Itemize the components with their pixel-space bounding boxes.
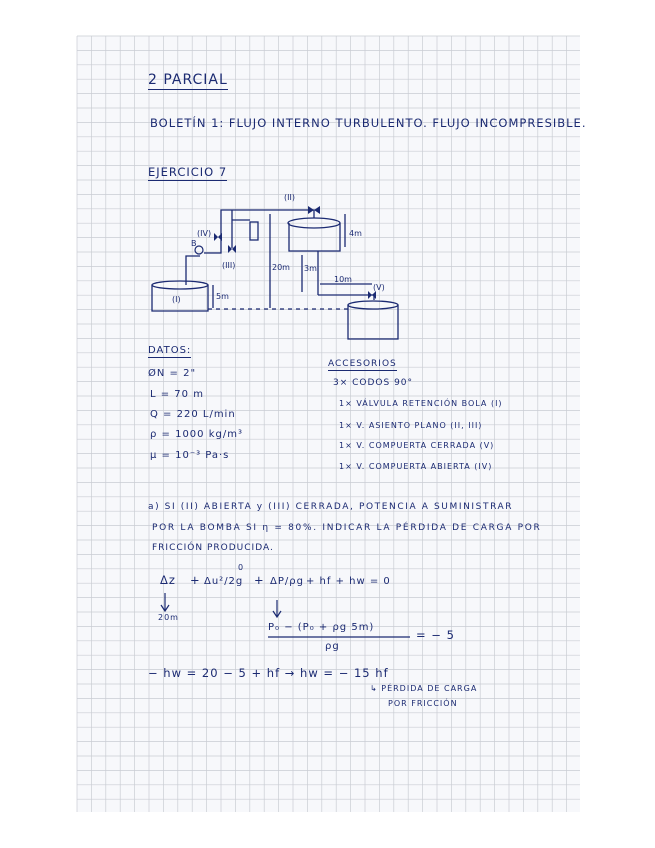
eq2-result: = − 5 — [416, 628, 455, 642]
question-line: FRICCIÓN PRODUCIDA. — [152, 543, 274, 553]
label-valve-ii: (II) — [284, 193, 295, 202]
datos-item: ØN = 2" — [148, 368, 197, 379]
label-dim-4m: 4m — [349, 229, 362, 238]
eq1-kinetic-term: Δu²/2g — [204, 576, 244, 587]
label-dim-20m: 20m — [272, 263, 290, 272]
label-pump: B — [191, 239, 197, 248]
eq1-kinetic-zero: 0 — [238, 563, 245, 572]
datos-item: ρ = 1000 kg/m³ — [150, 429, 243, 440]
dz-value: 20m — [158, 613, 179, 622]
eq2-numerator: P₀ − (P₀ + ρg 5m) — [268, 622, 375, 633]
boletin-header: BOLETÍN 1: FLUJO INTERNO TURBULENTO. FLUJO INCOMPRESIBLE. — [150, 116, 587, 130]
label-dim-5m: 5m — [216, 292, 229, 301]
eq1-plus-2: + — [254, 573, 265, 587]
eq1-plus-1: + — [190, 573, 201, 587]
eq3: − hw = 20 − 5 + hf → hw = − 15 hf — [148, 666, 389, 680]
label-valve-v: (V) — [373, 283, 385, 292]
accesorio-item: 3× CODOS 90° — [333, 378, 414, 388]
accesorio-item: 1× V. COMPUERTA CERRADA (V) — [339, 441, 495, 450]
eq1-pressure-term: ΔP/ρg — [270, 576, 304, 587]
accesorios-heading: ACCESORIOS — [328, 359, 397, 369]
eq2-denominator: ρg — [325, 641, 340, 652]
accesorio-item: 1× V. COMPUERTA ABIERTA (IV) — [339, 462, 493, 471]
accesorio-item: 1× VÁLVULA RETENCIÓN BOLA (I) — [339, 399, 503, 408]
label-valve-iii: (III) — [222, 261, 236, 270]
accesorio-item: 1× V. ASIENTO PLANO (II, III) — [339, 421, 483, 430]
label-dim-10m: 10m — [334, 275, 352, 284]
question-line: POR LA BOMBA SI η = 80%. INDICAR LA PÉRDIDA DE CARGA POR — [152, 523, 542, 533]
datos-heading: DATOS: — [148, 345, 192, 356]
question-line: a) SI (II) ABIERTA y (III) CERRADA, POTENCIA A SUMINISTRAR — [148, 502, 514, 512]
page-title: 2 PARCIAL — [148, 72, 228, 88]
eq1-dz: Δz — [160, 573, 176, 587]
datos-item: Q = 220 L/min — [150, 409, 236, 420]
eq1-rest: + hf + hw = 0 — [306, 576, 391, 587]
datos-item: L = 70 m — [150, 389, 204, 400]
exercise-title: EJERCICIO 7 — [148, 165, 228, 179]
dz-arrow — [161, 593, 169, 611]
label-tank-i: (I) — [172, 295, 181, 304]
note-line-1: ↳ PÉRDIDA DE CARGA — [370, 684, 478, 693]
pressure-arrow — [273, 600, 281, 617]
datos-item: μ = 10⁻³ Pa·s — [150, 450, 230, 461]
note-line-2: POR FRICCIÓN — [388, 699, 458, 708]
label-valve-iv: (IV) — [197, 229, 212, 238]
label-dim-3m: 3m — [304, 264, 317, 273]
